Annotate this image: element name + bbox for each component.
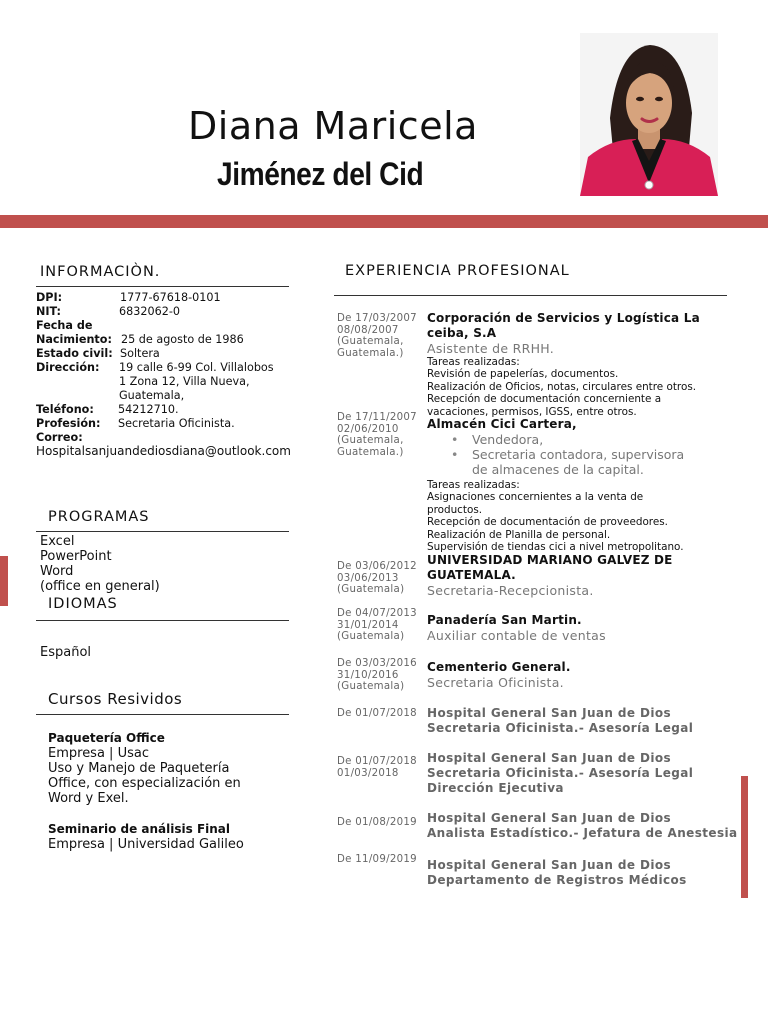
- header-accent-bar: [0, 215, 768, 228]
- exp-role-text: Secretaria contadora, supervisora: [472, 447, 685, 462]
- exp-date-line: 01/03/2018: [337, 767, 399, 779]
- info-value: 54212710.: [118, 403, 179, 416]
- exp-date-line: De 03/06/2012: [337, 561, 417, 572]
- info-divider: [36, 286, 289, 287]
- program-item: PowerPoint: [40, 549, 112, 564]
- languages-list: [40, 645, 91, 660]
- exp-detail: vacaciones, permisos, IGSS, entre otros.: [427, 405, 637, 418]
- exp-date-line: Guatemala.): [337, 347, 404, 359]
- course-line: Office, con especialización en: [48, 776, 241, 791]
- exp-dates: [337, 313, 417, 359]
- info-value: 25 de agosto de 1986: [121, 333, 244, 346]
- exp-detail: Realización de Planilla de personal.: [427, 528, 611, 541]
- exp-entry: [427, 751, 727, 796]
- exp-dates: [337, 658, 417, 693]
- exp-date-line: 08/08/2007: [337, 324, 399, 336]
- exp-company: Almacén Cici Cartera,: [427, 417, 577, 431]
- exp-detail: Asignaciones concernientes a la venta de: [427, 491, 644, 504]
- exp-date-line: De 11/09/2019: [337, 854, 417, 865]
- course-title: Seminario de análisis Final: [48, 822, 231, 836]
- info-key: Dirección:: [36, 361, 100, 374]
- exp-detail: Recepción de documentación concerniente a: [427, 393, 662, 406]
- exp-role-text: de almacenes de la capital.: [472, 462, 644, 477]
- info-key: Fecha de: [36, 319, 93, 332]
- exp-date-line: (Guatemala): [337, 681, 405, 692]
- exp-date-line: De 01/07/2018: [337, 756, 417, 767]
- info-key: Teléfono:: [36, 403, 94, 416]
- exp-entry: [427, 706, 727, 736]
- experience-divider: [334, 295, 727, 296]
- exp-date-line: Guatemala.): [337, 446, 404, 458]
- exp-role: Asistente de RRHH.: [427, 341, 555, 356]
- bullet-icon: •: [451, 432, 459, 447]
- exp-gray-line: Hospital General San Juan de Dios: [427, 858, 672, 872]
- exp-gray-line: Hospital General San Juan de Dios: [427, 706, 672, 720]
- last-name: Jiménez del Cid: [217, 156, 424, 192]
- exp-dates: [337, 817, 417, 829]
- experience-section-title: EXPERIENCIA PROFESIONAL: [345, 263, 570, 279]
- course-item: [48, 731, 288, 806]
- course-line: Uso y Manejo de Paquetería: [48, 761, 230, 776]
- exp-gray-line: Hospital General San Juan de Dios: [427, 751, 672, 765]
- email-value: Hospitalsanjuandediosdiana@outlook.com: [36, 444, 291, 458]
- courses-divider: [36, 714, 289, 715]
- exp-entry: [427, 311, 727, 418]
- info-value: 6832062-0: [119, 305, 180, 318]
- exp-company: GUATEMALA.: [427, 568, 516, 582]
- exp-company: Panadería San Martin.: [427, 613, 582, 627]
- exp-date-line: De 17/03/2007: [337, 313, 417, 324]
- exp-date-line: De 01/07/2018: [337, 708, 417, 719]
- info-key: DPI:: [36, 291, 63, 304]
- exp-date-line: De 17/11/2007: [337, 412, 417, 423]
- exp-entry: [427, 660, 727, 690]
- right-accent-bar: [741, 776, 748, 898]
- exp-entry: [427, 858, 727, 888]
- course-line: Empresa | Usac: [48, 746, 149, 761]
- exp-date-line: (Guatemala): [337, 631, 405, 642]
- exp-gray-line: Analista Estadístico.- Jefatura de Anestesia: [427, 826, 738, 840]
- exp-detail: Tareas realizadas:: [427, 356, 520, 368]
- courses-section-title: Cursos Resividos: [48, 690, 183, 708]
- course-item: [48, 822, 288, 852]
- first-name: Diana Maricela: [188, 104, 478, 148]
- exp-role-text: Vendedora,: [472, 432, 544, 447]
- info-value: 1777-67618-0101: [120, 291, 221, 304]
- exp-dates: [337, 608, 417, 643]
- person-photo-icon: [580, 33, 718, 196]
- programs-section-title: PROGRAMAS: [48, 509, 150, 525]
- exp-role: Auxiliar contable de ventas: [427, 628, 606, 643]
- info-value: 19 calle 6-99 Col. Villalobos: [119, 361, 274, 374]
- languages-divider: [36, 620, 289, 621]
- exp-company: ceiba, S.A: [427, 326, 497, 340]
- exp-detail: Realización de Oficios, notas, circulares entre otros.: [427, 380, 697, 393]
- info-key: Nacimiento:: [36, 333, 112, 346]
- info-list: [36, 291, 306, 461]
- left-accent-bar: [0, 556, 8, 606]
- exp-role-item: [427, 432, 727, 447]
- exp-gray-line: Hospital General San Juan de Dios: [427, 811, 672, 825]
- exp-date-line: 02/06/2010: [337, 423, 399, 435]
- exp-entry: [427, 417, 727, 553]
- info-key: Estado civil:: [36, 347, 113, 360]
- language-item: Español: [40, 645, 92, 660]
- exp-detail: Tareas realizadas:: [427, 479, 520, 491]
- exp-entry: [427, 811, 738, 841]
- exp-dates: [337, 412, 417, 458]
- exp-dates: [337, 756, 417, 779]
- exp-detail: Recepción de documentación de proveedores.: [427, 516, 668, 529]
- exp-date-line: (Guatemala,: [337, 336, 404, 347]
- exp-role: Secretaria-Recepcionista.: [427, 583, 594, 598]
- exp-dates: [337, 708, 417, 720]
- exp-company: Corporación de Servicios y Logística La: [427, 311, 700, 325]
- programs-list: [40, 534, 160, 594]
- languages-section-title: IDIOMAS: [48, 596, 118, 612]
- info-key: Profesión:: [36, 417, 101, 430]
- exp-date-line: De 01/08/2019: [337, 817, 417, 828]
- exp-gray-line: Secretaria Oficinista.- Asesoría Legal: [427, 766, 694, 780]
- programs-divider: [36, 531, 289, 532]
- exp-company: Cementerio General.: [427, 660, 571, 674]
- info-section-title: INFORMACIÒN.: [40, 264, 161, 280]
- exp-detail: Revisión de papelerías, documentos.: [427, 368, 619, 381]
- exp-date-line: De 04/07/2013: [337, 608, 417, 619]
- info-key: NIT:: [36, 305, 62, 318]
- exp-date-line: 31/10/2016: [337, 669, 399, 681]
- exp-date-line: De 03/03/2016: [337, 658, 417, 669]
- exp-detail: Supervisión de tiendas cici a nivel metropolitano.: [427, 541, 684, 554]
- exp-gray-line: Dirección Ejecutiva: [427, 781, 564, 795]
- exp-role-list: [427, 432, 727, 477]
- program-item: Word: [40, 564, 74, 579]
- exp-date-line: (Guatemala,: [337, 435, 404, 446]
- course-line: Empresa | Universidad Galileo: [48, 837, 244, 852]
- exp-detail: productos.: [427, 503, 483, 516]
- exp-role-item: [427, 462, 727, 477]
- info-value: Guatemala,: [119, 389, 185, 402]
- bullet-icon: •: [451, 447, 459, 462]
- exp-entry: [427, 613, 727, 643]
- exp-role: Secretaria Oficinista.: [427, 675, 564, 690]
- exp-company: UNIVERSIDAD MARIANO GALVEZ DE: [427, 553, 673, 567]
- profile-photo: [580, 33, 718, 196]
- exp-dates: [337, 561, 417, 596]
- info-value: 1 Zona 12, Villa Nueva,: [119, 375, 250, 388]
- info-key: Correo:: [36, 431, 83, 444]
- exp-role-item: [427, 447, 727, 462]
- course-line: Word y Exel.: [48, 791, 129, 806]
- info-value: Secretaria Oficinista.: [118, 417, 235, 430]
- exp-entry: [427, 553, 727, 598]
- exp-gray-line: Departamento de Registros Médicos: [427, 873, 687, 887]
- info-value: Soltera: [120, 347, 160, 360]
- exp-date-line: 03/06/2013: [337, 572, 399, 584]
- exp-date-line: (Guatemala): [337, 584, 405, 595]
- exp-dates: [337, 854, 417, 866]
- program-item: Excel: [40, 534, 75, 549]
- program-item: (office en general): [40, 579, 160, 594]
- course-title: Paquetería Office: [48, 731, 165, 745]
- exp-date-line: 31/01/2014: [337, 619, 399, 631]
- exp-gray-line: Secretaria Oficinista.- Asesoría Legal: [427, 721, 694, 735]
